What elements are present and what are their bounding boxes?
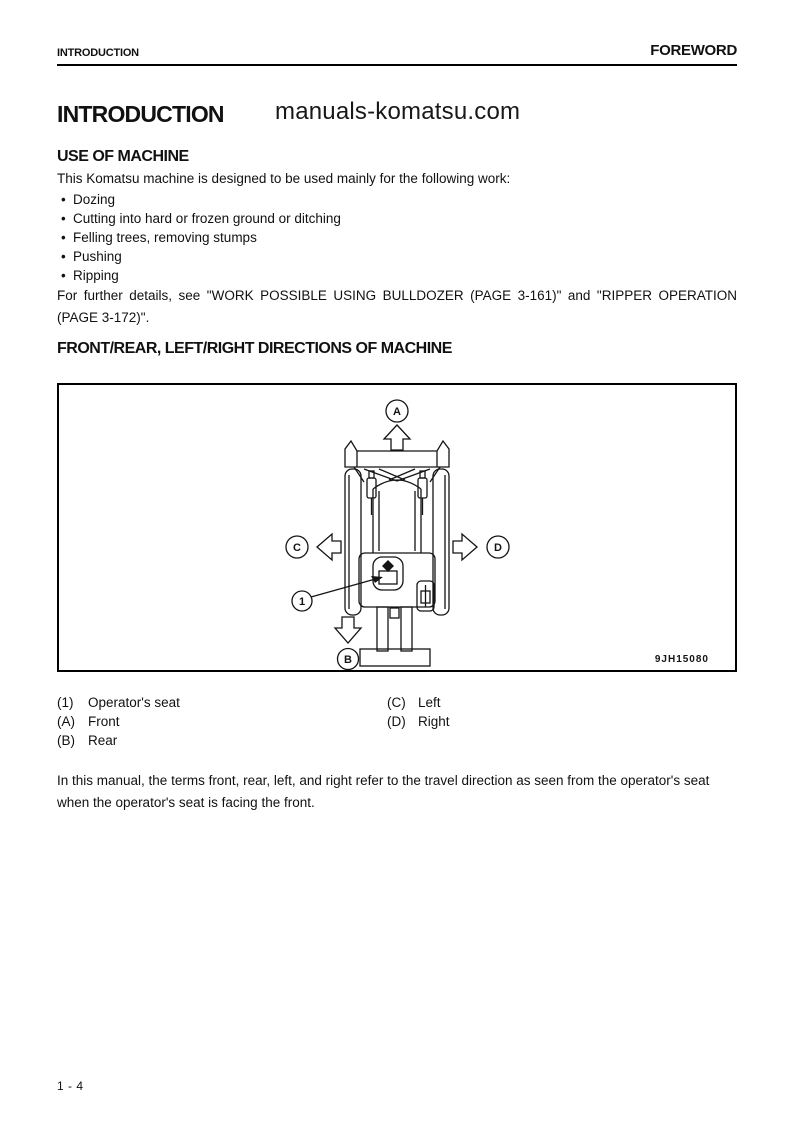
- further-details-text: For further details, see "WORK POSSIBLE USING BULLDOZER (PAGE 3-161)" and "RIPPER OPERATION (PAGE 3-172)".: [57, 288, 737, 325]
- bulldozer-top-view-diagram: [59, 385, 735, 670]
- legend-label: Left: [418, 695, 441, 710]
- left-arrow-icon: [317, 534, 341, 560]
- directions-note: In this manual, the terms front, rear, left, and right refer to the travel direction as seen from the operator's seat when the operator's seat is facing the front.: [57, 773, 710, 810]
- page-title: INTRODUCTION: [57, 101, 224, 127]
- watermark-text: manuals-komatsu.com: [275, 98, 521, 125]
- blade-outline: [345, 441, 449, 467]
- legend-key: (1): [57, 695, 74, 710]
- ripper-shank: [377, 607, 388, 651]
- legend-spacer: [418, 731, 737, 750]
- directions-figure: [57, 383, 737, 672]
- header-chapter-label: FOREWORD: [650, 42, 737, 59]
- ripper-shank: [401, 607, 412, 651]
- ripper-beam: [360, 649, 430, 666]
- use-intro-text: This Komatsu machine is designed to be used mainly for the following work:: [57, 171, 511, 186]
- mark-b-label: B: [344, 654, 352, 666]
- legend-key: (B): [57, 733, 75, 748]
- legend-label: Right: [418, 714, 450, 729]
- operator-seat-marker: [382, 560, 394, 572]
- header-section-label: INTRODUCTION: [57, 47, 139, 59]
- legend-key: (D): [387, 714, 406, 729]
- right-arrow-icon: [453, 534, 477, 560]
- mark-d-label: D: [494, 542, 502, 554]
- list-item: • Ripping: [57, 266, 737, 285]
- page-number: 1 - 4: [57, 1079, 84, 1093]
- title-row: [57, 98, 737, 127]
- rear-arrow-icon: [335, 617, 361, 643]
- mark-1-label: 1: [298, 596, 306, 608]
- legend-key: (C): [387, 695, 406, 710]
- figure-legend: [57, 693, 737, 750]
- front-arrow-icon: [384, 425, 410, 450]
- hood-arch: [373, 480, 421, 489]
- work-list: [57, 190, 737, 285]
- list-item: • Dozing: [57, 190, 737, 209]
- legend-label: Rear: [88, 733, 118, 748]
- page-header: [57, 0, 737, 66]
- legend-key: (A): [57, 714, 75, 729]
- list-item: • Cutting into hard or frozen ground or ditching: [57, 209, 737, 228]
- legend-label: Operator's seat: [88, 695, 180, 710]
- list-item: • Felling trees, removing stumps: [57, 228, 737, 247]
- figure-code: 9JH15080: [654, 654, 709, 665]
- mark-a-label: A: [393, 406, 401, 418]
- legend-spacer: [387, 731, 418, 750]
- mark-c-label: C: [293, 542, 301, 554]
- ripper-link: [390, 608, 399, 618]
- heading-directions: FRONT/REAR, LEFT/RIGHT DIRECTIONS OF MACHINE: [57, 340, 452, 357]
- list-item: • Pushing: [57, 247, 737, 266]
- legend-label: Front: [88, 714, 120, 729]
- heading-use-of-machine: USE OF MACHINE: [57, 148, 189, 165]
